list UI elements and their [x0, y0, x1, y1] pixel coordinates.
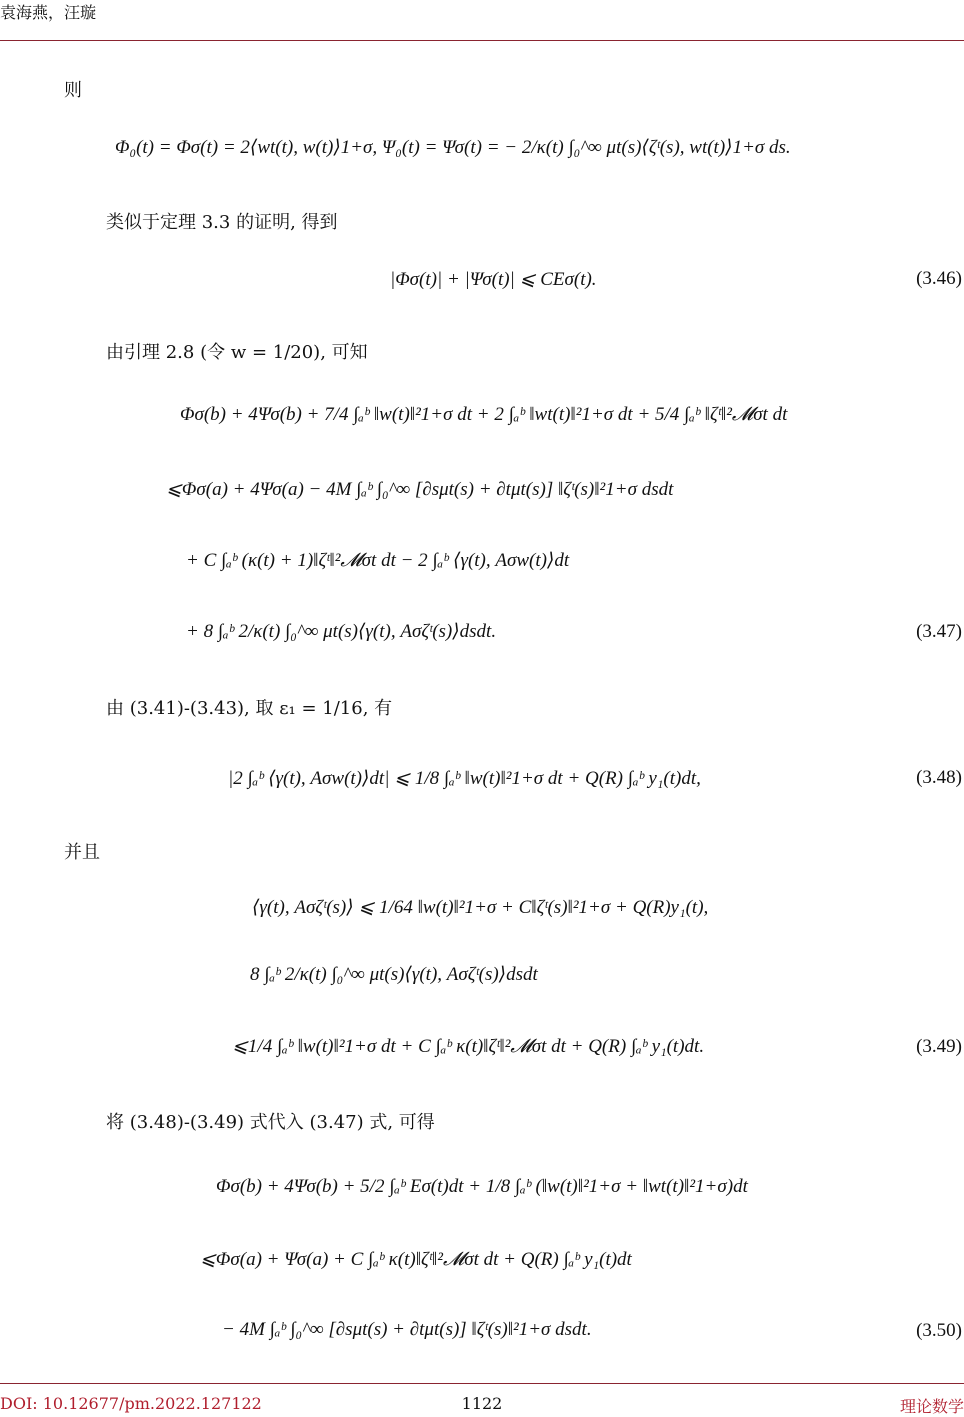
- equation-347-line-2: ⩽Φσ(a) + 4Ψσ(a) − 4M ∫ₐᵇ ∫₀^∞ [∂sμt(s) + ∂tμt(s)] ‖ζᵗ(s)‖²1+σ dsdt: [166, 479, 674, 500]
- footer-rule: [0, 1383, 964, 1384]
- equation-349-line-2: 8 ∫ₐᵇ 2/κ(t) ∫₀^∞ μt(s)⟨γ(t), Aσζᵗ(s)⟩dsdt: [250, 964, 538, 985]
- equation-number-347: (3.47): [916, 621, 962, 642]
- header-rule: [0, 40, 964, 41]
- equation-phi-psi: Φ₀(t) = Φσ(t) = 2⟨wt(t), w(t)⟩1+σ, Ψ₀(t) = Ψσ(t) = − 2/κ(t) ∫₀^∞ μt(s)⟨ζᵗ(s), wt(t)⟩1+σ ds.: [115, 137, 791, 158]
- equation-348: |2 ∫ₐᵇ ⟨γ(t), Aσw(t)⟩dt| ⩽ 1/8 ∫ₐᵇ ‖w(t)‖²1+σ dt + Q(R) ∫ₐᵇ y₁(t)dt,: [228, 768, 701, 789]
- footer-doi-link[interactable]: DOI: 10.12677/pm.2022.127122: [0, 1394, 262, 1413]
- equation-347-line-4: + 8 ∫ₐᵇ 2/κ(t) ∫₀^∞ μt(s)⟨γ(t), Aσζᵗ(s)⟩dsdt.: [186, 621, 497, 642]
- equation-number-349: (3.49): [916, 1036, 962, 1057]
- equation-350-line-1: Φσ(b) + 4Ψσ(b) + 5/2 ∫ₐᵇ Eσ(t)dt + 1/8 ∫ₐᵇ (‖w(t)‖²1+σ + ‖wt(t)‖²1+σ)dt: [216, 1176, 748, 1197]
- equation-350-line-2: ⩽Φσ(a) + Ψσ(a) + C ∫ₐᵇ κ(t)‖ζᵗ‖²𝓜σt dt + Q(R) ∫ₐᵇ y₁(t)dt: [200, 1249, 632, 1270]
- equation-346: |Φσ(t)| + |Ψσ(t)| ⩽ CEσ(t).: [390, 269, 597, 290]
- footer-page-number: 1122: [461, 1394, 503, 1413]
- equation-number-346: (3.46): [916, 268, 962, 289]
- paragraph-similar-proof: 类似于定理 3.3 的证明, 得到: [106, 212, 338, 233]
- equation-350-line-3: − 4M ∫ₐᵇ ∫₀^∞ [∂sμt(s) + ∂tμt(s)] ‖ζᵗ(s)‖²1+σ dsdt.: [222, 1319, 592, 1340]
- paragraph-and: 并且: [64, 842, 100, 863]
- paragraph-lemma: 由引理 2.8 (令 w = 1/20), 可知: [106, 342, 368, 363]
- paragraph-then: 则: [64, 80, 82, 101]
- equation-347-line-3: + C ∫ₐᵇ (κ(t) + 1)‖ζᵗ‖²𝓜σt dt − 2 ∫ₐᵇ ⟨γ(t), Aσw(t)⟩dt: [186, 550, 570, 571]
- equation-349-line-1: ⟨γ(t), Aσζᵗ(s)⟩ ⩽ 1/64 ‖w(t)‖²1+σ + C‖ζᵗ(s)‖²1+σ + Q(R)y₁(t),: [252, 897, 709, 918]
- equation-347-line-1: Φσ(b) + 4Ψσ(b) + 7/4 ∫ₐᵇ ‖w(t)‖²1+σ dt + 2 ∫ₐᵇ ‖wt(t)‖²1+σ dt + 5/4 ∫ₐᵇ ‖ζᵗ‖²𝓜σt dt: [180, 404, 788, 425]
- equation-349-line-3: ⩽1/4 ∫ₐᵇ ‖w(t)‖²1+σ dt + C ∫ₐᵇ κ(t)‖ζᵗ‖²𝓜σt dt + Q(R) ∫ₐᵇ y₁(t)dt.: [232, 1036, 705, 1057]
- equation-number-348: (3.48): [916, 767, 962, 788]
- paragraph-from-341: 由 (3.41)-(3.43), 取 ε₁ = 1/16, 有: [106, 698, 393, 719]
- paragraph-substitute: 将 (3.48)-(3.49) 式代入 (3.47) 式, 可得: [106, 1112, 435, 1133]
- header-authors: 袁海燕，汪璇: [0, 3, 97, 22]
- equation-number-350: (3.50): [916, 1320, 962, 1341]
- footer-journal-name: 理论数学: [899, 1397, 964, 1416]
